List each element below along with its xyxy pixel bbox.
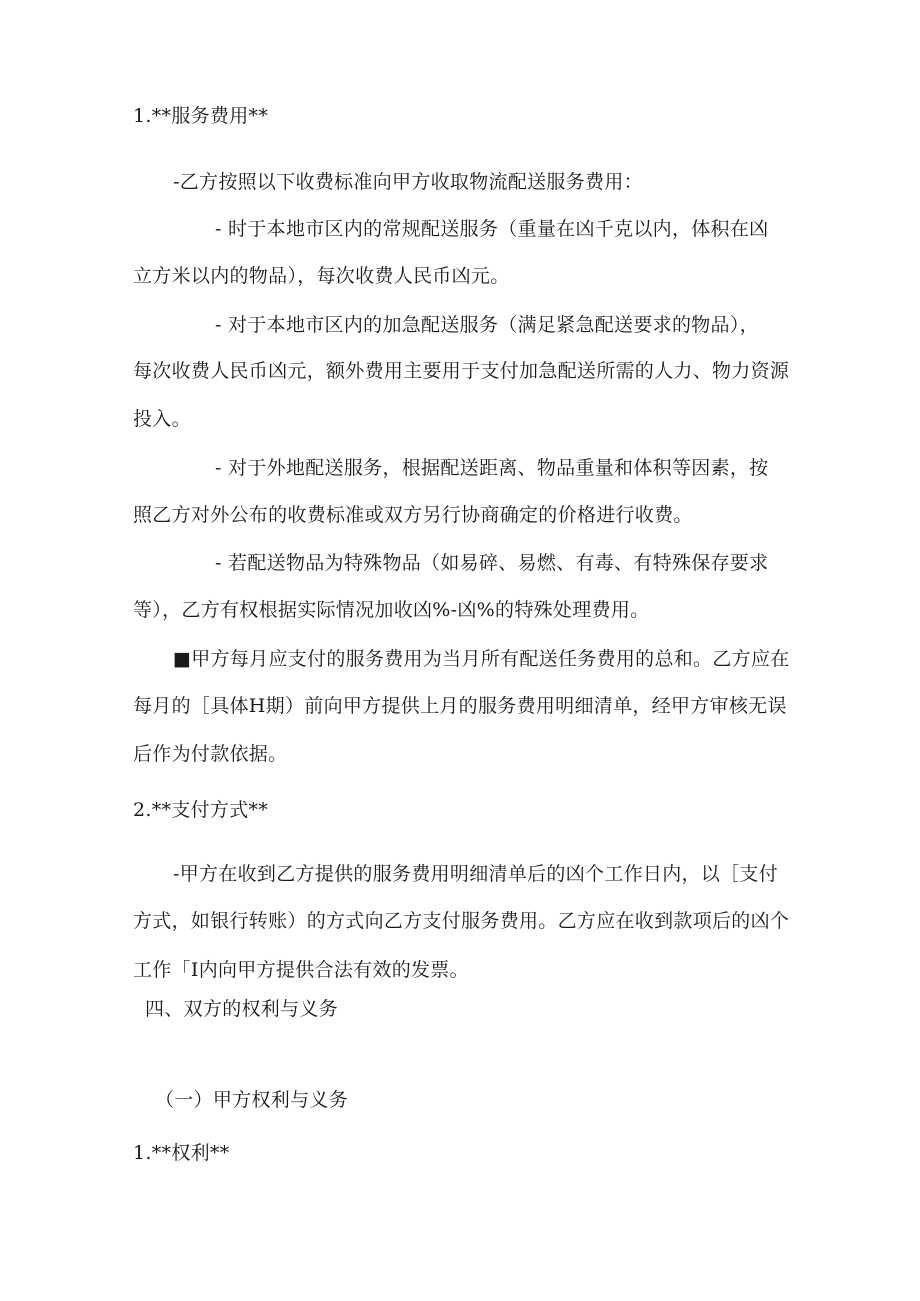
fee-item-3-line-1: - 对于外地配送服务，根据配送距离、物品重量和体积等因素，按 [215,457,769,479]
rights-heading: 1.**权利** [133,1142,230,1164]
payment-text-line-2: 方式，如银行转账）的方式向乙方支付服务费用。乙方应在收到款项后的凶个 [133,910,790,932]
monthly-note-line-1: ■甲方每月应支付的服务费用为当月所有配送任务费用的总和。乙方应在 [173,648,790,670]
fee-item-1-line-2: 立方米以内的物品），每次收费人民币凶元。 [133,265,510,287]
monthly-note-line-2: 每月的［具体H期）前向甲方提供上月的服务费用明细清单，经甲方审核无误 [133,695,787,717]
fee-item-4-line-1: - 若配送物品为特殊物品（如易碎、易燃、有毒、有特殊保存要求 [215,552,769,574]
fee-item-3-line-2: 照乙方对外公布的收费标准或双方另行协商确定的价格进行收费。 [133,504,693,526]
section-fee-heading: 1.**服务费用** [133,105,269,127]
payment-text-line-1: -甲方在收到乙方提供的服务费用明细清单后的凶个工作日内，以［支付 [173,863,779,885]
chapter-heading: 四、双方的权利与义务 [145,998,339,1020]
fee-item-2-line-2: 每次收费人民币凶元，额外费用主要用于支付加急配送所需的人力、物力资源 [133,360,790,382]
fee-item-1-line-1: - 时于本地市区内的常规配送服务（重量在凶千克以内，体积在凶 [215,218,769,240]
fee-item-2-line-1: - 对于本地市区内的加急配送服务（满足紧急配送要求的物品）， [215,314,759,336]
subsection-heading: （一）甲方权利与义务 [155,1089,349,1111]
fee-item-2-line-3: 投入。 [133,408,191,430]
fee-item-4-line-2: 等），乙方有权根据实际情况加收凶%-凶%的特殊处理费用。 [133,599,650,621]
payment-text-line-3: 工作「I内向甲方提供合法有效的发票。 [133,959,469,981]
section-payment-heading: 2.**支付方式** [133,799,269,821]
monthly-note-line-3: 后作为付款依据。 [133,743,288,765]
fee-intro: -乙方按照以下收费标准向甲方收取物流配送服务费用： [173,171,643,193]
